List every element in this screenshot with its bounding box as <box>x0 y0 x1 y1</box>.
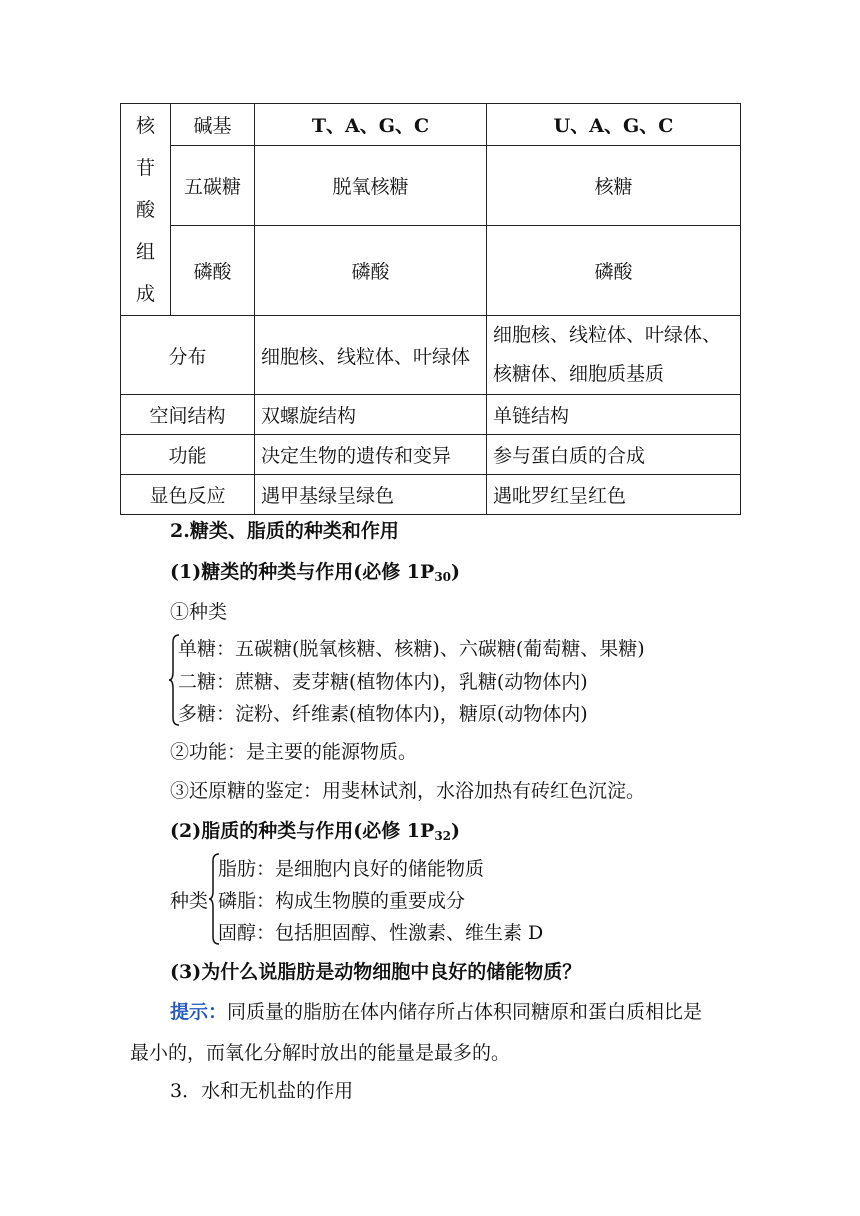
lipid-heading <box>170 816 460 843</box>
sugar-function: ②功能：是主要的能源物质。 <box>170 741 418 763</box>
cell-dna: 细胞核、线粒体、叶绿体 <box>255 316 487 395</box>
lipid-types-label: 种类 <box>170 890 209 912</box>
table-row-phosphate <box>121 226 741 316</box>
lipid-question: (3)为什么说脂肪是动物细胞中良好的储能物质？ <box>170 961 582 983</box>
hint-text1: 同质量的脂肪在体内储存所占体积同糖原和蛋白质相比是 <box>227 1001 703 1023</box>
hint-line1 <box>170 997 702 1024</box>
cell-rna-line2: 核糖体、细胞质基质 <box>493 363 665 385</box>
hint-label: 提示： <box>170 1001 228 1023</box>
table-row-function <box>121 435 741 475</box>
side-char: 成 <box>135 282 155 305</box>
sugar-heading-main: (1)糖类的种类与作用(必修 1P <box>170 561 435 583</box>
cell-dna: 双螺旋结构 <box>255 395 487 435</box>
side-char: 组 <box>135 240 155 263</box>
cell-rna: 磷酸 <box>487 226 741 316</box>
lipid-sterol: 固醇：包括胆固醇、性激素、维生素 D <box>218 922 544 944</box>
sugar-type-poly: 多糖：淀粉、纤维素(植物体内)，糖原(动物体内) <box>178 703 588 725</box>
lipid-heading-page: 32 <box>434 829 452 843</box>
table-row-color-reaction <box>121 475 741 515</box>
cell-rna <box>487 316 741 395</box>
nucleic-acid-comparison-table <box>120 103 741 515</box>
section2-title: 2.糖类、脂质的种类和作用 <box>170 520 399 542</box>
sugar-heading-page: 30 <box>434 570 452 584</box>
side-char: 核 <box>135 114 155 137</box>
cell-dna: 决定生物的遗传和变异 <box>255 435 487 475</box>
cell-label: 五碳糖 <box>171 146 255 226</box>
table-row-distribution <box>121 316 741 395</box>
cell-rna: 单链结构 <box>487 395 741 435</box>
table-row-structure <box>121 395 741 435</box>
lipid-fat: 脂肪：是细胞内良好的储能物质 <box>218 858 485 880</box>
cell-rna: U、A、G、C <box>487 104 741 146</box>
cell-label: 碱基 <box>171 104 255 146</box>
side-char: 酸 <box>135 198 155 221</box>
cell-rna: 核糖 <box>487 146 741 226</box>
cell-dna: 遇甲基绿呈绿色 <box>255 475 487 515</box>
sugar-heading <box>170 557 460 584</box>
cell-dna: 磷酸 <box>255 226 487 316</box>
cell-dna: T、A、G、C <box>255 104 487 146</box>
section3-title: 3．水和无机盐的作用 <box>170 1080 354 1102</box>
cell-label: 功能 <box>121 435 255 475</box>
cell-label: 磷酸 <box>171 226 255 316</box>
sugar-type-mono: 单糖：五碳糖(脱氧核糖、核糖)、六碳糖(葡萄糖、果糖) <box>178 638 645 660</box>
hint-line2: 最小的，而氧化分解时放出的能量是最多的。 <box>130 1042 511 1064</box>
nucleotide-composition-label <box>121 104 171 316</box>
cell-label: 分布 <box>121 316 255 395</box>
types-label: ①种类 <box>170 601 228 623</box>
sugar-type-di: 二糖：蔗糖、麦芽糖(植物体内)，乳糖(动物体内) <box>178 671 588 693</box>
cell-dna: 脱氧核糖 <box>255 146 487 226</box>
cell-rna-line1: 细胞核、线粒体、叶绿体、 <box>493 324 722 346</box>
cell-rna: 参与蛋白质的合成 <box>487 435 741 475</box>
lipid-heading-end: ) <box>451 820 461 842</box>
lipid-phospholipid: 磷脂：构成生物膜的重要成分 <box>218 890 466 912</box>
lipid-heading-main: (2)脂质的种类与作用(必修 1P <box>170 820 435 842</box>
cell-rna: 遇吡罗红呈红色 <box>487 475 741 515</box>
sugar-identification: ③还原糖的鉴定：用斐林试剂，水浴加热有砖红色沉淀。 <box>170 780 646 802</box>
sugar-heading-end: ) <box>451 561 461 583</box>
cell-label: 显色反应 <box>121 475 255 515</box>
table-row-base <box>121 104 741 146</box>
side-char: 苷 <box>135 156 155 179</box>
table-row-sugar <box>121 146 741 226</box>
cell-label: 空间结构 <box>121 395 255 435</box>
